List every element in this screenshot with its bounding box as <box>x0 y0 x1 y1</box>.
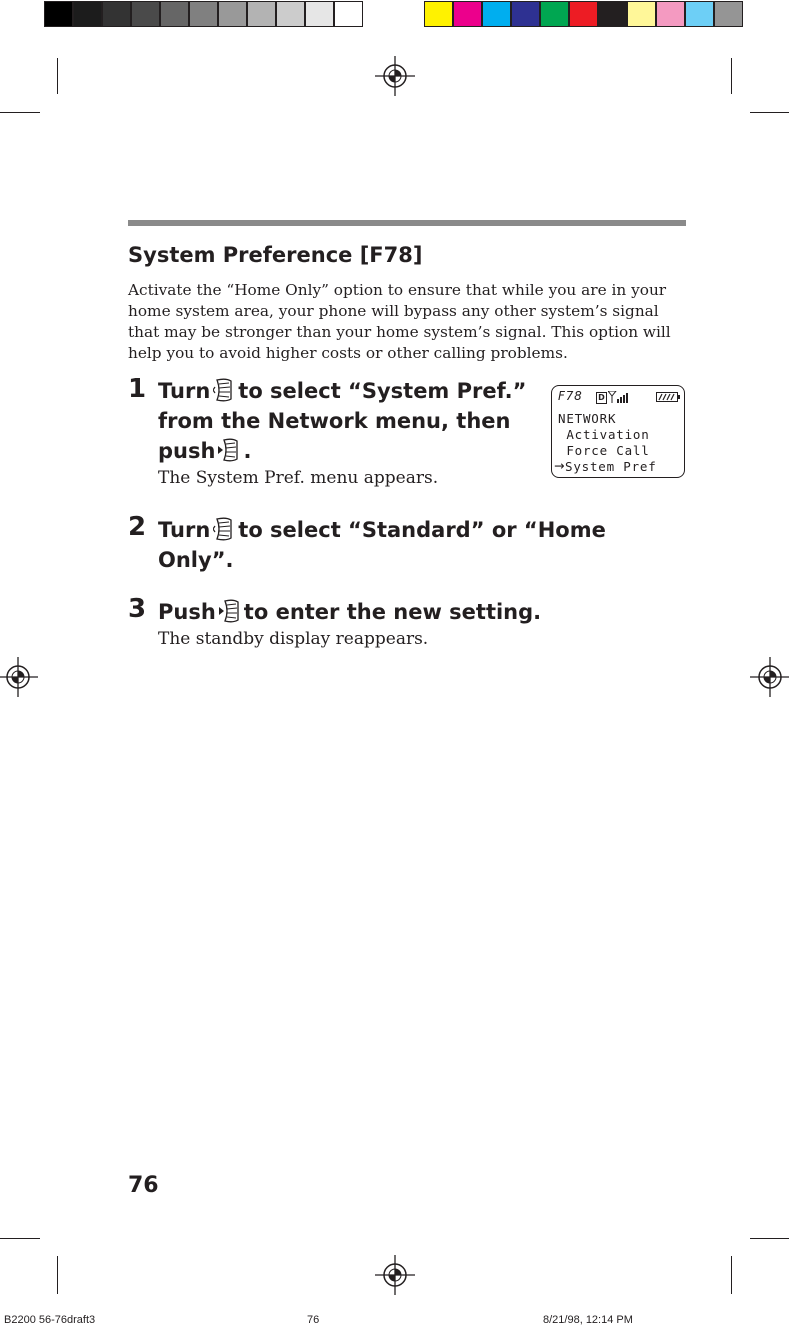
display-menu-item: Activation <box>558 427 650 442</box>
footer-page: 76 <box>307 1314 320 1326</box>
gray-swatch <box>73 1 102 27</box>
crop-mark-bottom-right-v <box>731 1256 732 1294</box>
color-swatch <box>714 1 743 27</box>
step-text-rest: to select “Standard” or “Home <box>238 518 606 542</box>
color-swatch <box>482 1 511 27</box>
registration-mark-right-icon <box>750 657 789 697</box>
intro-paragraph <box>128 280 688 364</box>
crop-mark-top-left-v <box>57 58 58 94</box>
color-swatch <box>511 1 540 27</box>
intro-line: that may be stronger than your home system’s signal. This option will <box>128 323 671 341</box>
color-swatch <box>627 1 656 27</box>
step-result: The standby display reappears. <box>158 629 429 649</box>
gray-swatch <box>189 1 218 27</box>
crop-mark-bottom-left-h <box>0 1238 40 1239</box>
display-menu-item: Force Call <box>558 443 650 458</box>
step-text-rest: to select “System Pref.” <box>238 379 527 403</box>
signal-strength-icon <box>608 391 628 403</box>
step-verb: Turn <box>158 518 211 542</box>
gray-swatch <box>102 1 131 27</box>
step-text-rest: to enter the new setting. <box>243 600 542 624</box>
jog-dial-turn-icon <box>213 377 235 403</box>
digital-indicator-icon: D <box>596 392 607 404</box>
display-cursor-icon: → <box>554 458 566 473</box>
crop-mark-bottom-right-h <box>750 1238 789 1239</box>
jog-dial-push-icon <box>218 437 240 463</box>
crop-mark-bottom-left-v <box>57 1256 58 1294</box>
gray-swatch <box>160 1 189 27</box>
step-text-line2: from the Network menu, then <box>158 409 511 433</box>
display-code: F78 <box>558 389 583 403</box>
step-instruction <box>158 376 526 466</box>
color-swatch <box>685 1 714 27</box>
color-swatch <box>598 1 627 27</box>
gray-swatch <box>218 1 247 27</box>
step-instruction <box>158 515 606 575</box>
color-swatch <box>656 1 685 27</box>
step-text-end: . <box>243 439 252 463</box>
footer-timestamp: 8/21/98, 12:14 PM <box>543 1314 633 1326</box>
page-number: 76 <box>128 1173 159 1198</box>
gray-swatch <box>131 1 160 27</box>
gray-swatch <box>276 1 305 27</box>
section-rule <box>128 220 686 226</box>
battery-icon <box>656 392 680 402</box>
color-swatch <box>424 1 453 27</box>
display-menu-item-selected: System Pref <box>565 459 657 474</box>
color-swatch <box>569 1 598 27</box>
intro-line: home system area, your phone will bypass any other system’s signal <box>128 302 659 320</box>
gray-swatch <box>334 1 363 27</box>
gray-swatch <box>247 1 276 27</box>
step-number: 3 <box>128 594 147 624</box>
step-number: 2 <box>128 512 147 542</box>
crop-mark-top-right-v <box>731 58 732 94</box>
display-menu-title: NETWORK <box>558 411 617 426</box>
intro-line: Activate the “Home Only” option to ensure that while you are in your <box>128 281 667 299</box>
step-text-line2: Only”. <box>158 548 234 572</box>
gray-swatch <box>44 1 73 27</box>
step-verb: push <box>158 439 216 463</box>
color-swatch <box>453 1 482 27</box>
registration-mark-left-icon <box>0 657 38 697</box>
step-number: 1 <box>128 374 147 404</box>
step-verb: Turn <box>158 379 211 403</box>
phone-display <box>551 385 685 478</box>
section-title: System Preference [F78] <box>128 243 423 267</box>
step-result: The System Pref. menu appears. <box>158 468 439 488</box>
step-instruction <box>158 597 541 627</box>
footer-filename: B2200 56-76draft3 <box>4 1314 96 1326</box>
color-swatch <box>540 1 569 27</box>
crop-mark-top-right-h <box>750 112 789 113</box>
jog-dial-turn-icon <box>213 516 235 542</box>
crop-mark-top-left-h <box>0 112 40 113</box>
step-verb: Push <box>158 600 216 624</box>
intro-line: help you to avoid higher costs or other calling problems. <box>128 344 568 362</box>
gray-swatch <box>305 1 334 27</box>
registration-mark-bottom-icon <box>375 1255 415 1295</box>
registration-mark-top-icon <box>375 56 415 96</box>
jog-dial-push-icon <box>219 598 241 624</box>
